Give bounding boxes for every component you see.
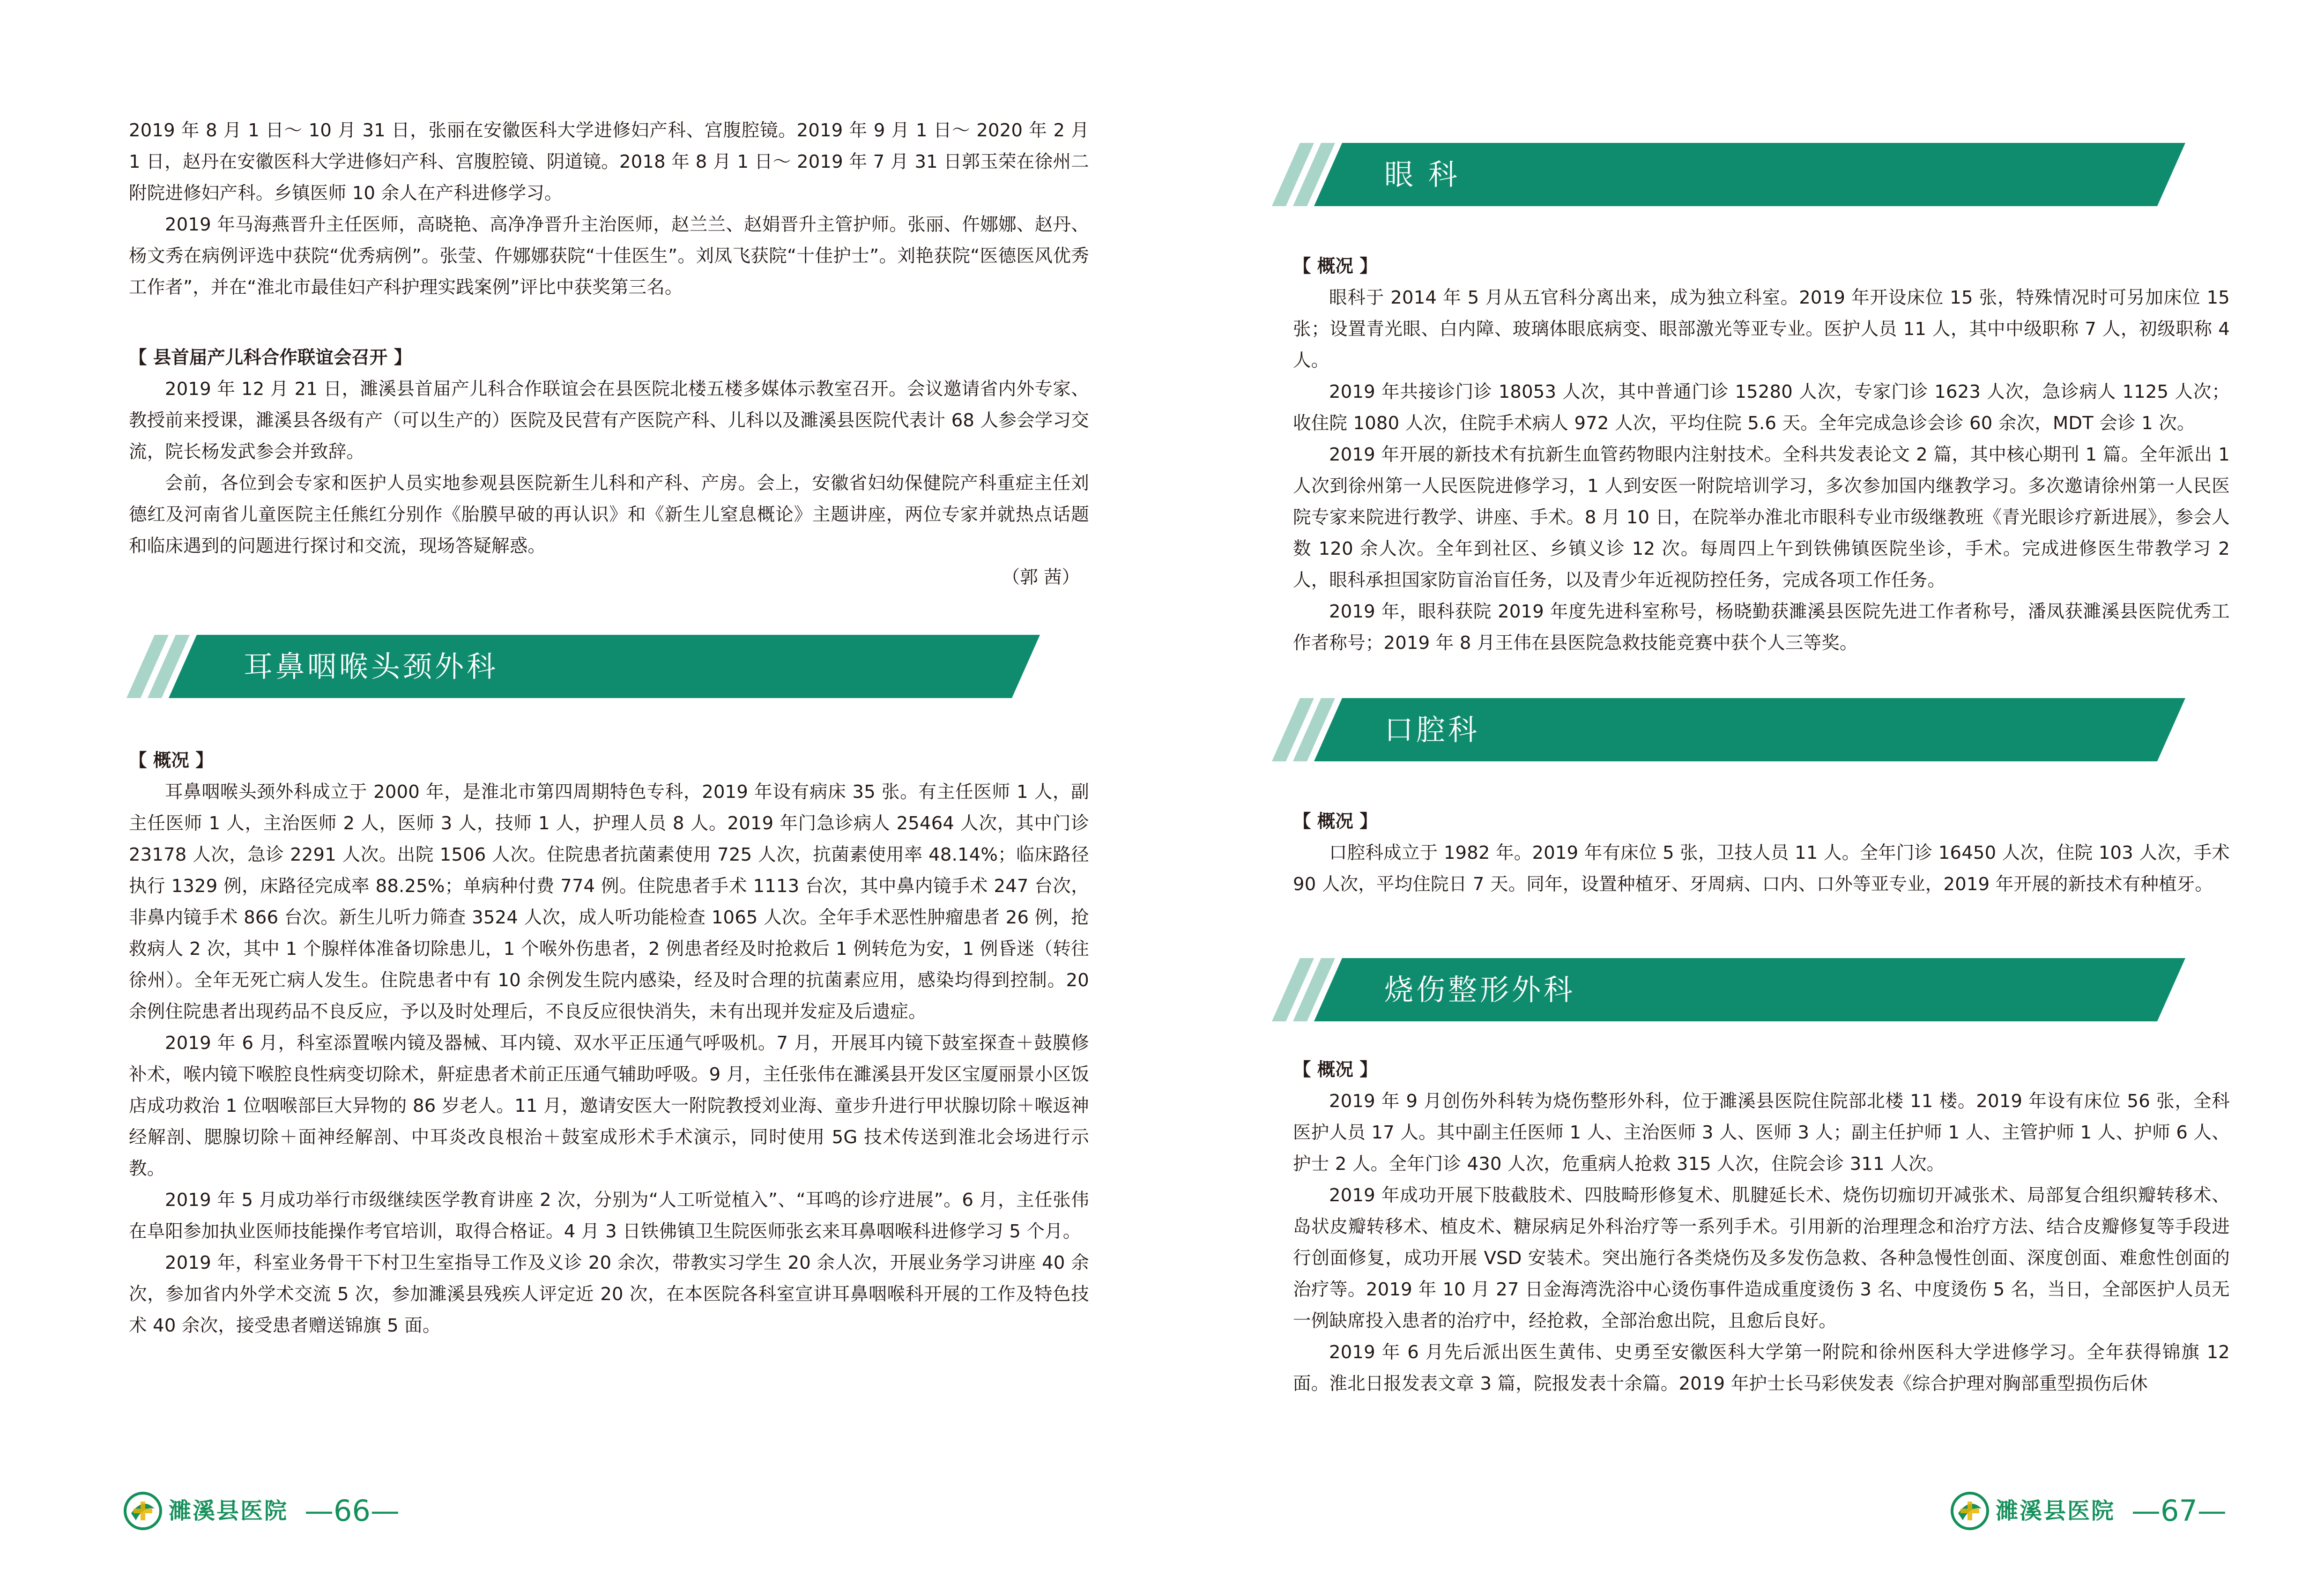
- paragraph: 2019 年，科室业务骨干下村卫生室指导工作及义诊 20 余次，带教实习学生 20 余人次，开展业务学习讲座 40 余次，参加省内外学术交流 5 次，参加濉溪县残疾人评定近 20 次，在本医院各科室宣讲耳鼻咽喉科开展的工作及特色技术 40 余次，接受患者赠送锦旗 5 面。: [129, 1252, 1089, 1336]
- department-title: 烧伤整形外科: [1384, 973, 1576, 1007]
- burn-body: [1293, 1054, 2230, 1399]
- eye-title-banner: [1272, 143, 2185, 206]
- dental-body: [1293, 806, 2230, 900]
- author-signature: （郭 茜）: [1002, 567, 1080, 588]
- left-footer: [122, 1488, 403, 1534]
- obgyn-continued: [129, 115, 1089, 303]
- dental-title-banner: [1272, 698, 2185, 761]
- overview-label: 【 概况 】: [1293, 811, 1378, 832]
- paragraph: 2019 年 9 月创伤外科转为烧伤整形外科，位于濉溪县医院住院部北楼 11 楼。2019 年设有床位 56 张，全科医护人员 17 人。其中副主任医师 1 人、主治医师 3 人、医师 3 人；副主任护师 1 人、主管护师 1 人、护师 6 人、护士 2 人。全年门诊 430 人次，危重病人抢救 315 人次，住院会诊 311 人次。: [1293, 1091, 2230, 1175]
- paragraph: 2019 年开展的新技术有抗新生血管药物眼内注射技术。全科共发表论文 2 篇，其中核心期刊 1 篇。全年派出 1 人次到徐州第一人民医院进修学习，1 人到安医一附院培训学习，多次参加国内继教学习。多次邀请徐州第一人民医院专家来院进行教学、讲座、手术。8 月 10 日，在院举办淮北市眼科专业市级继教班《青光眼诊疗新进展》，参会人数 120 余人次。全年到社区、乡镇义诊 12 次。每周四上午到铁佛镇医院坐诊，手术。完成进修医生带教学习 2 人，眼科承担国家防盲治盲任务，以及青少年近视防控任务，完成各项工作任务。: [1293, 444, 2230, 591]
- paragraph: 2019 年 6 月，科室添置喉内镜及器械、耳内镜、双水平正压通气呼吸机。7 月，开展耳内镜下鼓室探查＋鼓膜修补术，喉内镜下喉腔良性病变切除术，鼾症患者术前正压通气辅助呼吸。9 月，主任张伟在濉溪县开发区宝厦丽景小区饭店成功救治 1 位咽喉部巨大异物的 86 岁老人。11 月，邀请安医大一附院教授刘业海、童步升进行甲状腺切除＋喉返神经解剖、腮腺切除＋面神经解剖、中耳炎改良根治＋鼓室成形术手术演示，同时使用 5G 技术传送到淮北会场进行示教。: [129, 1033, 1089, 1179]
- paragraph: 2019 年 8 月 1 日～ 10 月 31 日，张丽在安徽医科大学进修妇产科、宫腹腔镜。2019 年 9 月 1 日～ 2020 年 2 月 1 日，赵丹在安徽医科大学进修妇产科、宫腹腔镜、阴道镜。2018 年 8 月 1 日～ 2019 年 7 月 31 日郭玉荣在徐州二附院进修妇产科。乡镇医师 10 余人在产科进修学习。: [129, 120, 1089, 204]
- department-title: 眼 科: [1384, 157, 1460, 192]
- ent-body: [129, 745, 1089, 1341]
- paragraph: 眼科于 2014 年 5 月从五官科分离出来，成为独立科室。2019 年开设床位 15 张，特殊情况时可另加床位 15 张；设置青光眼、白内障、玻璃体眼底病变、眼部激光等亚专业。医护人员 11 人，其中中级职称 7 人，初级职称 4 人。: [1293, 287, 2230, 371]
- paragraph: 会前，各位到会专家和医护人员实地参观县医院新生儿科和产科、产房。会上，安徽省妇幼保健院产科重症主任刘德红及河南省儿童医院主任熊红分别作《胎膜早破的再认识》和《新生儿窒息概论》主题讲座，两位专家并就热点话题和临床遇到的问题进行探讨和交流，现场答疑解惑。: [129, 473, 1089, 557]
- eye-body: [1293, 251, 2230, 659]
- hospital-logo-icon: [1949, 1488, 1991, 1534]
- paragraph: 2019 年 12 月 21 日，濉溪县首届产儿科合作联谊会在县医院北楼五楼多媒体示教室召开。会议邀请省内外专家、教授前来授课，濉溪县各级有产（可以生产的）医院及民营有产医院产科、儿科以及濉溪县医院代表计 68 人参会学习交流，院长杨发武参会并致辞。: [129, 379, 1089, 462]
- paragraph: 2019 年 6 月先后派出医生黄伟、史勇至安徽医科大学第一附院和徐州医科大学进修学习。全年获得锦旗 12 面。淮北日报发表文章 3 篇，院报发表十余篇。2019 年护士长马彩侠发表《综合护理对胸部重型损伤后休: [1293, 1342, 2230, 1394]
- page-number: —66—: [304, 1494, 400, 1528]
- paragraph: 2019 年马海燕晋升主任医师，高晓艳、高净净晋升主治医师，赵兰兰、赵娟晋升主管护师。张丽、仵娜娜、赵丹、杨文秀在病例评选中获院“优秀病例”。张莹、仵娜娜获院“十佳医生”。刘凤飞获院“十佳护士”。刘艳获院“医德医风优秀工作者”，并在“淮北市最佳妇产科护理实践案例”评比中获奖第三名。: [129, 214, 1089, 298]
- overview-label: 【 概况 】: [129, 750, 214, 771]
- paragraph: 耳鼻咽喉头颈外科成立于 2000 年，是淮北市第四周期特色专科，2019 年设有病床 35 张。有主任医师 1 人，副主任医师 1 人，主治医师 2 人，医师 3 人，技师 1 人，护理人员 8 人。2019 年门急诊病人 25464 人次，其中门诊 23178 人次，急诊 2291 人次。出院 1506 人次。住院患者抗菌素使用 725 人次，抗菌素使用率 48.14%；临床路径执行 1329 例，床路径完成率 88.25%；单病种付费 774 例。住院患者手术 1113 台次，其中鼻内镜手术 247 台次，非鼻内镜手术 866 台次。新生儿听力筛查 3524 人次，成人听功能检查 1065 人次。全年手术恶性肿瘤患者 26 例，抢救病人 2 次，其中 1 个腺样体准备切除患儿，1 个喉外伤患者，2 例患者经及时抢救后 1 例转危为安，1 例昏迷（转往徐州）。全年无死亡病人发生。住院患者中有 10 余例发生院内感染，经及时合理的抗菌素应用，感染均得到控制。20 余例住院患者出现药品不良反应，予以及时处理后，不良反应很快消失，未有出现并发症及后遗症。: [129, 781, 1089, 1022]
- department-title: 耳鼻咽喉头颈外科: [244, 649, 499, 684]
- ent-title-banner: [126, 635, 1040, 698]
- page-number: —67—: [2131, 1494, 2227, 1528]
- paragraph: 口腔科成立于 1982 年。2019 年有床位 5 张，卫技人员 11 人。全年门诊 16450 人次，住院 103 人次，手术 90 人次，平均住院日 7 天。同年，设置种植牙、牙周病、口内、口外等亚专业，2019 年开展的新技术有种植牙。: [1293, 842, 2230, 895]
- hospital-name: 濉溪县医院: [1996, 1498, 2116, 1524]
- department-title: 口腔科: [1384, 713, 1480, 747]
- hospital-name: 濉溪县医院: [169, 1498, 289, 1524]
- overview-label: 【 概况 】: [1293, 1059, 1378, 1080]
- paragraph: 2019 年，眼科获院 2019 年度先进科室称号，杨晓勤获濉溪县医院先进工作者称号，潘凤获濉溪县医院优秀工作者称号；2019 年 8 月王伟在县医院急救技能竞赛中获个人三等奖。: [1293, 601, 2230, 654]
- paragraph: 2019 年共接诊门诊 18053 人次，其中普通门诊 15280 人次，专家门诊 1623 人次，急诊病人 1125 人次；收住院 1080 人次，住院手术病人 972 人次，平均住院 5.6 天。全年完成急诊会诊 60 余次，MDT 会诊 1 次。: [1293, 381, 2230, 434]
- paragraph: 2019 年 5 月成功举行市级继续医学教育讲座 2 次，分别为“人工听觉植入”、“耳鸣的诊疗进展”。6 月，主任张伟在阜阳参加执业医师技能操作考官培训，取得合格证。4 月 3 日铁佛镇卫生院医师张玄来耳鼻咽喉科进修学习 5 个月。: [129, 1190, 1089, 1242]
- burn-title-banner: [1272, 958, 2185, 1021]
- section-heading: 【 县首届产儿科合作联谊会召开 】: [129, 347, 412, 368]
- right-footer: [1949, 1488, 2230, 1534]
- paragraph: 2019 年成功开展下肢截肢术、四肢畸形修复术、肌腱延长术、烧伤切痂切开减张术、局部复合组织瓣转移术、岛状皮瓣转移术、植皮术、糖尿病足外科治疗等一系列手术。引用新的治理理念和治疗方法、结合皮瓣修复等手段进行创面修复，成功开展 VSD 安装术。突出施行各类烧伤及多发伤急救、各种急慢性创面、深度创面、难愈性创面的治疗等。2019 年 10 月 27 日金海湾洗浴中心烫伤事件造成重度烫伤 3 名、中度烫伤 5 名，当日，全部医护人员无一例缺席投入患者的治疗中，经抢救，全部治愈出院，且愈后良好。: [1293, 1185, 2230, 1332]
- overview-label: 【 概况 】: [1293, 256, 1378, 277]
- hospital-logo-icon: [122, 1488, 164, 1534]
- meeting-section: [129, 342, 1089, 593]
